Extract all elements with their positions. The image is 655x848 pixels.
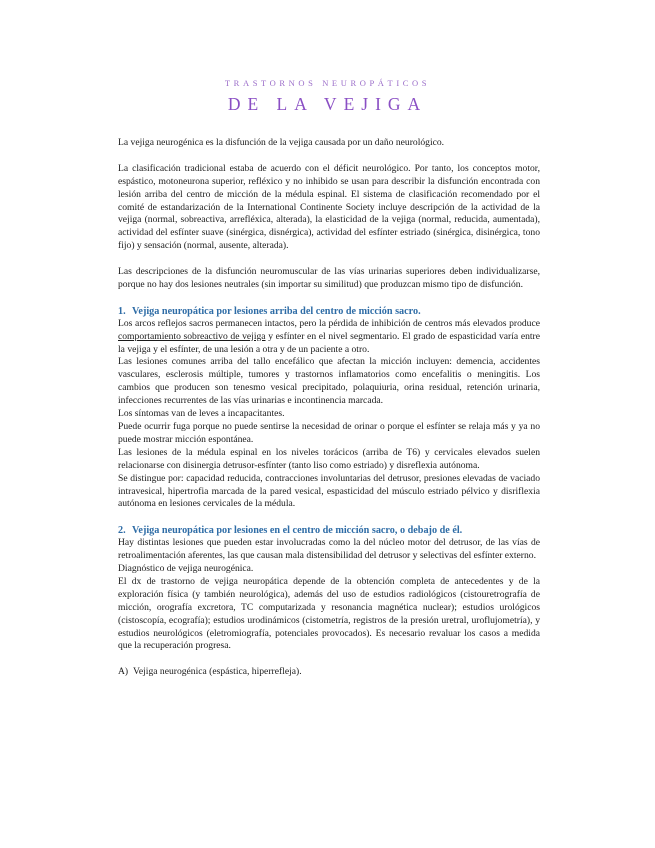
list-item-a-marker: A): [118, 666, 129, 678]
section-1-paragraph-1: [118, 318, 540, 357]
section-1-heading: [118, 305, 540, 318]
section-1-paragraph-5: Las lesiones de la médula espinal en los niveles torácicos (arriba de T6) y cervicales elevados suelen relacionarse con disinergia detrusor-esfínter (tanto liso como estriado) y disreflexia autónoma.: [118, 446, 540, 471]
list-item-a-text: Vejiga neurogénica (espástica, hiperrefleja).: [133, 666, 302, 678]
section-2-heading: [118, 524, 540, 537]
document-body: [118, 137, 540, 679]
list-item-a: [118, 666, 540, 679]
title-kicker: TRASTORNOS NEUROPÁTICOS: [224, 78, 431, 88]
section-1-p1-text-b: y esfínter en el nivel segmentario. El grado de espasticidad varía entre la vejiga y el esfínter, de una lesión a otra y de un paciente a otro.: [118, 330, 540, 355]
section-2-paragraph-3: El dx de trastorno de vejiga neuropática depende de la obtención completa de antecedentes y de la exploración física (y también neurológica), además del uso de estudios radiológicos (cistouretrografía de micción, orografía excretora, TC computarizada y resonancia magnética nuclear); estudios urológicos (cistoscopía, ecografía); estudios urodinámicos (cistometría, registros de la presión uretral, uroflujometría), y estudios neurológicos (eletromiografía, potenciales provocados). Es necesario revaluar los casos a medida que la recuperación progresa.: [118, 575, 540, 652]
section-1-p1-underlined: comportamiento sobreactivo de vejiga: [118, 330, 266, 342]
section-2-paragraph-1: Hay distintas lesiones que pueden estar involucradas como la del núcleo motor del detrusor, de las vías de retroalimentación aferentes, las que causan mala distensibilidad del detrusor y selectivas del esfínter externo.: [118, 537, 540, 562]
section-2-number: 2.: [118, 525, 126, 537]
section-1-paragraph-4: Puede ocurrir fuga porque no puede sentirse la necesidad de orinar o porque el esfínter se relaja más y ya no puede mostrar micción espontánea.: [118, 420, 540, 445]
upper-tract-paragraph: Las descripciones de la disfunción neuromuscular de las vías urinarias superiores deben individualizarse, porque no hay dos lesiones neutrales (sin importar su similitud) que produzcan mismo tipo de disfunción.: [118, 266, 540, 290]
section-1-paragraph-2: Las lesiones comunes arriba del tallo encefálico que afectan la micción incluyen: demencia, accidentes vasculares, esclerosis múltiple, tumores y trastornos inflamatorios como encefalitis o meningitis. Los cambios que producen son tenesmo vesical precipitado, polaquiuria, orina residual, retención urinaria, infecciones recurrentes de las vías urinarias e incontinencia marcada.: [118, 356, 540, 407]
intro-paragraph: La vejiga neurogénica es la disfunción de la vejiga causada por un daño neurológico.: [118, 137, 445, 148]
section-1-paragraph-6: Se distingue por: capacidad reducida, contracciones involuntarias del detrusor, presiones elevadas de vaciado intravesical, hipertrofia marcada de la pared vesical, espasticidad del músculo estriado pélvico y disriflexia autónoma en lesiones cervicales de la médula.: [118, 472, 540, 510]
section-1-heading-text: Vejiga neuropática por lesiones arriba del centro de micción sacro.: [132, 305, 421, 317]
classification-paragraph: La clasificación tradicional estaba de acuerdo con el déficit neurológico. Por tanto, los conceptos motor, espástico, motoneurona superior, refléxico y no inhibido se usan para describir la disfunción encontrada con lesión arriba del centro de micción de la médula espinal. El sistema de clasificación recomendado por el comité de estandarización de la International Continente Society incluye descripción de la actividad de la vejiga (normal, sobreactiva, arrefléxica, alterada), la elasticidad de la vejiga (normal, reducida, aumentada), actividad del esfínter suave (sinérgica, disnérgica), actividad del esfínter estriado (sinérgica, disinérgica, tono fijo) y sensación (normal, ausente, alterada).: [118, 162, 540, 252]
section-2-paragraph-2: Diagnóstico de vejiga neurogénica.: [118, 563, 254, 575]
section-1-p1-text-a: Los arcos reflejos sacros permanecen intactos, pero la pérdida de inhibición de centros más elevados produce: [118, 317, 540, 329]
section-1-paragraph-3: Los síntomas van de leves a incapacitantes.: [118, 408, 285, 420]
section-2-heading-text: Vejiga neuropática por lesiones en el centro de micción sacro, o debajo de él.: [132, 525, 463, 537]
page-title: DE LA VEJIGA: [227, 94, 428, 114]
section-1-number: 1.: [118, 305, 126, 317]
